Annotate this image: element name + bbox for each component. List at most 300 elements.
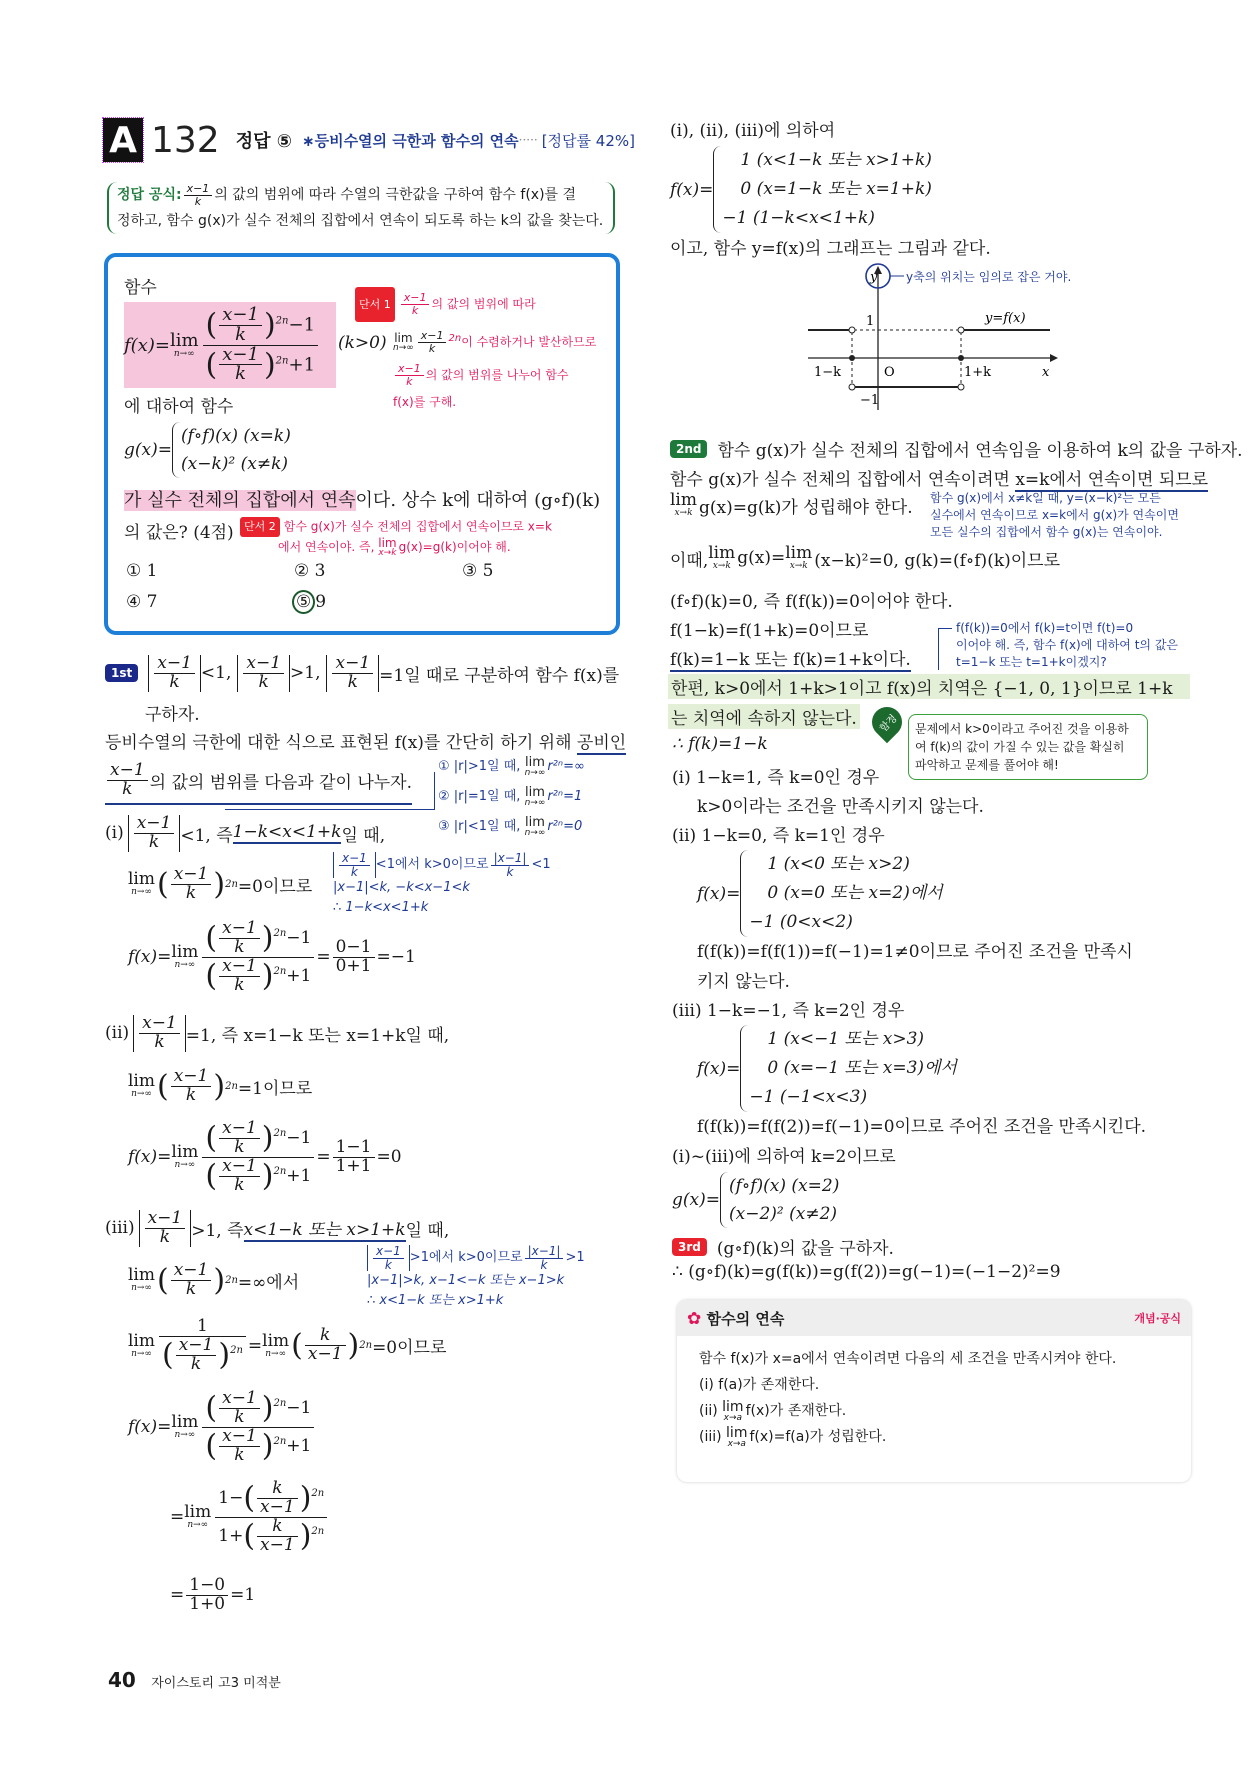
- math-part: n→∞: [524, 797, 546, 808]
- math-part: [237, 655, 290, 692]
- step-text: (g∘f)(k)의 값을 구하자.: [716, 1239, 894, 1259]
- concept-box: [677, 1300, 1191, 1482]
- fraction: [171, 1262, 212, 1299]
- term: +1: [288, 353, 316, 375]
- math-part: 실수에서 연속이므로 x=k에서 g(x)가 연속이면: [930, 508, 1179, 522]
- numerator: x−1: [219, 346, 262, 366]
- math-part: 2n: [273, 1398, 287, 1410]
- math-part: k: [185, 1278, 197, 1299]
- numerator: x−1: [184, 183, 213, 196]
- math-part: n→∞: [174, 1430, 196, 1441]
- numerator: x−1: [134, 815, 175, 834]
- hint-text: 에서 연속이야. 즉,: [278, 540, 375, 554]
- fraction: [202, 920, 314, 994]
- y-label: y: [870, 270, 878, 285]
- math-part: n→∞: [187, 1520, 209, 1531]
- math-part: ): [218, 1337, 231, 1373]
- numerator: x−1: [243, 655, 284, 674]
- math-part: f(x)=: [697, 1058, 741, 1079]
- math-part: lim: [128, 1265, 155, 1286]
- math-part: x−1: [171, 866, 212, 885]
- flower-icon: ✿: [687, 1308, 702, 1329]
- math-part: [202, 955, 314, 995]
- math-part: n→∞: [131, 1283, 152, 1294]
- math-part: (x−2)² (x≠2): [728, 1204, 838, 1224]
- step-badge: 3rd: [672, 1238, 707, 1256]
- limit: [726, 1426, 747, 1449]
- math-part: (: [243, 1480, 256, 1516]
- case-1-limit: [128, 866, 312, 903]
- choice-1[interactable]: ① 1: [126, 561, 158, 581]
- math-part: x−1: [171, 1262, 212, 1281]
- math-part: 2n: [311, 1488, 325, 1500]
- math-part: n→∞: [131, 1089, 152, 1100]
- fraction: [159, 1318, 246, 1374]
- exponent: 2n: [275, 315, 289, 327]
- s2-note: [930, 490, 1179, 541]
- math-part: [713, 146, 932, 233]
- s2-line-5: f(1−k)=f(1+k)=0이므로: [670, 621, 869, 641]
- formula-text-2: 정하고, 함수 g(x)가 실수 전체의 집합에서 연속이 되도록 하는 k의 값을 찾는다.: [117, 213, 604, 229]
- case-label: (i): [105, 823, 124, 844]
- lim-text: lim: [169, 329, 199, 351]
- book-title: 자이스토리 고3 미적분: [151, 1676, 281, 1691]
- math-part: lim: [171, 942, 199, 963]
- math-part: lim: [262, 1330, 290, 1351]
- math-part: ② |r|=1일 때,: [438, 789, 521, 804]
- math-part: 2n: [359, 1340, 373, 1352]
- math-part: (iii): [699, 1429, 722, 1445]
- math-part: [367, 1245, 585, 1271]
- math-part: x→k: [712, 561, 731, 571]
- choice-4[interactable]: ④ 7: [126, 592, 158, 612]
- math-part: 2n: [273, 1165, 287, 1177]
- concept-header: [677, 1300, 1191, 1336]
- math-part: x−1: [176, 1337, 217, 1356]
- hint-badge: 단서 1: [355, 287, 395, 322]
- limit: [785, 545, 812, 571]
- math-part: 2n: [273, 1128, 287, 1140]
- text: 등비수열의 극한에 대한 식으로 표현된 f(x)를 간단히 하기 위해: [105, 733, 577, 753]
- case-1-note: [333, 852, 551, 918]
- denominator: k: [406, 375, 413, 388]
- math-part: (: [157, 1262, 169, 1298]
- fraction: [491, 852, 530, 878]
- case-label: (ii): [105, 1023, 130, 1044]
- x-axis-arrow: [1050, 354, 1058, 362]
- g-cases: [172, 422, 291, 478]
- math-part: (: [205, 1120, 218, 1156]
- math-part: ): [261, 1158, 274, 1194]
- choice-3[interactable]: ③ 5: [462, 561, 494, 581]
- limit: [128, 1330, 155, 1359]
- math-part: +1: [286, 1435, 312, 1456]
- math-part: 이때,: [670, 550, 709, 571]
- math-part: x−1: [145, 1210, 186, 1229]
- math-part: [333, 852, 376, 878]
- math-part: [215, 1515, 327, 1555]
- math-part: =: [170, 1507, 185, 1528]
- math-part: ∴ 1−k<x<1+k: [333, 900, 429, 916]
- math-part: 2n: [225, 1274, 238, 1286]
- math-part: x−1: [260, 1496, 295, 1517]
- problem-statement: [124, 486, 600, 512]
- math-part: g(x)=: [737, 548, 786, 568]
- choice-5[interactable]: [292, 590, 326, 614]
- math-part: [240, 517, 552, 537]
- math-part: r²ⁿ=1: [547, 789, 583, 804]
- denominator: k: [347, 671, 358, 692]
- fraction: [525, 1245, 564, 1271]
- denominator: k: [148, 831, 160, 852]
- math-part: x−1: [219, 1428, 260, 1447]
- f-lhs: f(x)=: [124, 334, 170, 356]
- underlined-text: 공비인: [576, 733, 627, 753]
- math-part: lim: [128, 1071, 155, 1092]
- math-part: 2n: [273, 928, 287, 940]
- open-point: [849, 327, 855, 333]
- denominator: k: [428, 342, 436, 355]
- case-3-limit: [128, 1262, 299, 1299]
- limit: [262, 1330, 290, 1359]
- term: −1: [288, 314, 316, 336]
- math-part: [202, 1120, 314, 1158]
- math-part: ): [213, 1262, 226, 1298]
- math-part: x→a: [727, 1438, 746, 1449]
- s2-line-2: [670, 492, 913, 518]
- math-part: n→∞: [265, 1348, 287, 1359]
- math-part: [393, 322, 596, 359]
- math-part: (x−k)²=0, g(k)=(f∘f)(k)이므로: [814, 550, 1061, 571]
- math-part: r²ⁿ=0: [547, 819, 583, 834]
- case-2-limit: [128, 1068, 312, 1105]
- math-part: x−1: [373, 1245, 404, 1259]
- fraction: [219, 1120, 260, 1157]
- math-part: (: [205, 1428, 218, 1464]
- x-label: x: [1042, 365, 1050, 380]
- math-part: =: [316, 1147, 331, 1168]
- fraction: [139, 1015, 180, 1052]
- math-part: 0 (x=−1 또는 x=3)에서: [767, 1058, 957, 1078]
- g-lhs: g(x)=: [124, 440, 172, 460]
- concept-title: 함수의 연속: [706, 1309, 785, 1328]
- fraction: [339, 852, 370, 878]
- for-function-text: 에 대하여 함수: [124, 397, 234, 417]
- math-part: x−1: [219, 1158, 260, 1177]
- math-part: ): [263, 307, 276, 343]
- fraction: [219, 920, 260, 957]
- ratio-note: [438, 782, 585, 812]
- result: =−1: [376, 947, 416, 968]
- math-part: 2n: [273, 965, 287, 977]
- math-part: [202, 920, 314, 958]
- case-3-f: [128, 1390, 316, 1464]
- g-final: [672, 1172, 839, 1228]
- graph-note: y축의 위치는 임의로 잡은 거야.: [906, 270, 1072, 284]
- big-fraction: [203, 303, 318, 385]
- math-part: lim: [785, 543, 813, 563]
- neg-one-label: −1: [860, 393, 880, 408]
- math-part: 1 (x<−1 또는 x>3): [767, 1029, 925, 1049]
- lim-sub: n→∞: [173, 348, 195, 359]
- math-part: ): [261, 958, 274, 994]
- fraction: [243, 655, 284, 692]
- math-part: [687, 1308, 784, 1329]
- fraction: [134, 815, 175, 852]
- math-part: <1: [531, 857, 551, 873]
- math-part: (: [205, 958, 218, 994]
- math-part: −1: [286, 1397, 312, 1418]
- fraction: [171, 866, 212, 903]
- math-part: [202, 1155, 314, 1195]
- math-part: k: [234, 1444, 245, 1465]
- math-part: n→∞: [131, 887, 152, 898]
- math-part: −1 (1−k<x<1+k): [722, 208, 875, 228]
- math-part: 이어야 해. 즉, 함수 f(x)에 대하여 t의 값은: [956, 638, 1179, 652]
- limit: [169, 329, 199, 359]
- math-part: 2n: [225, 1080, 238, 1092]
- hint-badge: 단서 2: [240, 517, 280, 537]
- math-part: ): [261, 920, 274, 956]
- k-condition: (k>0): [338, 333, 387, 353]
- math-part: k: [185, 1084, 197, 1105]
- lim-text: lim: [378, 536, 397, 550]
- math-part: [333, 852, 551, 878]
- underlined-text: 1−k<x<1+k: [232, 822, 342, 843]
- math-part: 파악하고 문제를 풀어야 해!: [915, 758, 1059, 772]
- math-part: [159, 1334, 246, 1374]
- ratio-note: [438, 812, 585, 842]
- math-part: lim: [128, 1330, 155, 1351]
- case-r3-f: [697, 1025, 957, 1112]
- exponent: 2n: [448, 333, 462, 344]
- denominator: k: [169, 671, 180, 692]
- math-part: n→∞: [524, 767, 546, 778]
- math-part: k: [234, 1174, 245, 1195]
- math-part: x−1: [307, 1344, 343, 1365]
- math-part: ): [261, 1120, 274, 1156]
- math-part: 2n: [311, 1525, 325, 1537]
- math-part: 0−1: [333, 939, 375, 958]
- math-part: ): [261, 1390, 274, 1426]
- math-part: <1에서 k>0이므로: [375, 857, 489, 873]
- math-part: x−1: [339, 852, 370, 866]
- paragraph-1: [105, 728, 626, 753]
- math-part: −1: [286, 927, 312, 948]
- limit: [171, 944, 198, 970]
- case-1-heading: [105, 815, 385, 852]
- text: 의 값의 범위를 다음과 같이 나누자.: [149, 772, 412, 793]
- case-r2-check: f(f(k))=f(f(1))=f(−1)=1≠0이므로 주어진 조건을 만족시: [697, 942, 1133, 962]
- denominator: k: [411, 304, 419, 317]
- text: =1이므로: [237, 1078, 313, 1099]
- math-part: k: [234, 1406, 245, 1427]
- text: <1, 즉: [180, 825, 233, 846]
- limit: [128, 1073, 155, 1099]
- denominator: k: [122, 778, 133, 799]
- formula-label: 정답 공식:: [117, 187, 182, 203]
- math-part: lim: [171, 1412, 199, 1433]
- fraction: [219, 343, 262, 385]
- step1-heading: [105, 655, 619, 692]
- s2-line-6: f(k)=1−k 또는 f(k)=1+k이다.: [670, 645, 911, 672]
- math-part: k: [384, 1257, 392, 1272]
- correct-rate: [정답률 42%]: [541, 131, 635, 150]
- limit: [184, 1504, 211, 1530]
- step-badge: 1st: [105, 664, 138, 682]
- hint-1: [355, 287, 596, 412]
- right-point-label: 1+k: [964, 365, 992, 380]
- case-r3: (iii) 1−k=−1, 즉 k=2인 경우: [672, 1001, 905, 1021]
- fraction: [332, 655, 373, 692]
- math-part: x−1: [171, 1068, 212, 1087]
- math-part: g(x)=: [672, 1190, 720, 1210]
- fraction: [418, 330, 447, 354]
- hint-text: 이 수렴하거나 발산하므로: [461, 335, 597, 349]
- connector-line: [225, 772, 435, 810]
- math-part: 함수 g(x)에서 x≠k일 때, y=(x−k)²는 모든: [930, 491, 1161, 505]
- graph-intro: 이고, 함수 y=f(x)의 그래프는 그림과 같다.: [670, 239, 991, 259]
- concept-condition: [699, 1424, 1169, 1450]
- math-part: 1+1: [335, 1155, 372, 1176]
- math-part: k: [506, 864, 514, 879]
- math-part: 2n: [273, 1435, 287, 1447]
- choice-2[interactable]: ② 3: [294, 561, 326, 581]
- math-part: k: [234, 936, 245, 957]
- math-part: (f∘f)(x) (x=2): [728, 1176, 840, 1196]
- limit: [525, 816, 546, 838]
- page-number: 40: [108, 1668, 136, 1692]
- math-part: n→∞: [524, 827, 546, 838]
- math-part: |x−1|: [491, 852, 530, 866]
- math-part: lim: [726, 1424, 748, 1441]
- fraction: [373, 1245, 404, 1271]
- limit: [128, 871, 155, 897]
- math-part: ∴ x<1−k 또는 x>1+k: [367, 1293, 504, 1309]
- hint-text: 함수 g(x)가 실수 전체의 집합에서 연속이므로 x=k: [283, 519, 552, 534]
- answer-label: 정답 ⑤: [235, 131, 293, 152]
- section-badge: A: [103, 118, 143, 162]
- math-part: (: [157, 1068, 169, 1104]
- math-part: ): [299, 1480, 312, 1516]
- denominator: k: [194, 194, 202, 208]
- case-3-result: [170, 1577, 255, 1614]
- math-part: 0+1: [335, 955, 372, 976]
- fraction: [219, 1155, 260, 1195]
- math-part: x−1: [219, 920, 260, 939]
- limit: [378, 537, 396, 558]
- numerator: x−1: [332, 655, 373, 674]
- exponent: 2n: [275, 354, 289, 366]
- fraction: [186, 1577, 228, 1614]
- math-part: ): [299, 1518, 312, 1554]
- math-part: lim: [708, 543, 736, 563]
- text: =1, 즉 x=1−k 또는 x=1+k일 때,: [185, 1025, 450, 1046]
- trap-badge: 함정: [866, 701, 908, 743]
- lim-sub: n→∞: [393, 343, 414, 353]
- text: =∞에서: [237, 1272, 300, 1293]
- limit: [128, 1267, 155, 1293]
- math-part: (ii): [699, 1403, 718, 1419]
- ratio-note: [438, 752, 585, 782]
- limit: [722, 1400, 743, 1423]
- s2-line-9: ∴ f(k)=1−k: [672, 734, 768, 754]
- math-part: [133, 1015, 186, 1052]
- math-part: (: [205, 347, 218, 383]
- math-part: ): [213, 866, 226, 902]
- math-part: +1: [286, 1165, 312, 1186]
- f-piecewise: [670, 146, 932, 233]
- math-part: [326, 655, 379, 692]
- limit: [670, 492, 697, 518]
- g-case: (f∘f)(x) (x=k): [180, 426, 291, 446]
- problem-intro: 함수: [124, 278, 157, 298]
- math-part: f(x)가 존재한다.: [745, 1403, 847, 1419]
- case-r2: (ii) 1−k=0, 즉 k=1인 경우: [672, 826, 885, 846]
- case-r1: (i) 1−k=1, 즉 k=0인 경우: [672, 768, 880, 788]
- math-part: lim: [184, 1502, 212, 1523]
- math-part: 문제에서 k>0이라고 주어진 것을 이용하: [915, 722, 1129, 736]
- math-part: (: [205, 1390, 218, 1426]
- fraction: [202, 1120, 314, 1194]
- fraction: [257, 1480, 298, 1517]
- dots: ·····: [518, 133, 538, 147]
- math-part: lim: [128, 869, 155, 890]
- hint-text: g(x)=g(k)이어야 해.: [398, 540, 511, 554]
- math-part: f(x)=: [697, 883, 741, 904]
- f-definition: [124, 302, 336, 388]
- math-part: 1−: [218, 1487, 244, 1508]
- answer-formula: [107, 182, 615, 234]
- math-part: k: [350, 864, 358, 879]
- math-part: [740, 1025, 957, 1112]
- step-text: 함수 g(x)가 실수 전체의 집합에서 연속임을 이용하여 k의 값을 구하자.: [717, 441, 1243, 461]
- math-part: 1−1: [333, 1139, 375, 1158]
- math-part: [117, 182, 605, 208]
- math-part: k: [190, 1353, 202, 1374]
- fraction: [107, 762, 148, 799]
- math-part: |x−1|: [525, 1245, 564, 1259]
- fraction: [305, 1327, 346, 1364]
- denominator: [203, 343, 318, 385]
- closed-point: [849, 355, 855, 361]
- limit: [525, 786, 546, 808]
- fraction: [202, 1390, 314, 1464]
- math-part: x−1: [219, 1390, 260, 1409]
- fraction: [154, 655, 195, 692]
- g-case: (x−k)² (x≠k): [180, 454, 288, 474]
- problem-number: 132: [151, 119, 220, 161]
- lim-text: lim: [394, 331, 413, 345]
- text: 일 때,: [341, 825, 386, 846]
- math-part: =: [170, 1585, 185, 1606]
- conclusion: (i)~(iii)에 의하여 k=2이므로: [672, 1147, 896, 1167]
- closed-point: [958, 355, 964, 361]
- open-point: [958, 327, 964, 333]
- math-part: (: [205, 1158, 218, 1194]
- hint-text: 의 값의 범위를 나누어 함수: [425, 368, 569, 382]
- step2-heading: [670, 436, 1243, 461]
- math-part: t=1−k 또는 t=1+k이겠지?: [956, 655, 1107, 669]
- math-part: n→∞: [174, 960, 196, 971]
- fraction: [219, 1390, 260, 1427]
- math-part: (: [205, 307, 218, 343]
- math-part: |x−1|<k, −k<x−1<k: [333, 880, 470, 896]
- math-part: [139, 1210, 192, 1247]
- math-part: k: [234, 1136, 245, 1157]
- math-part: x−1: [219, 1120, 260, 1139]
- fraction: [145, 1210, 186, 1247]
